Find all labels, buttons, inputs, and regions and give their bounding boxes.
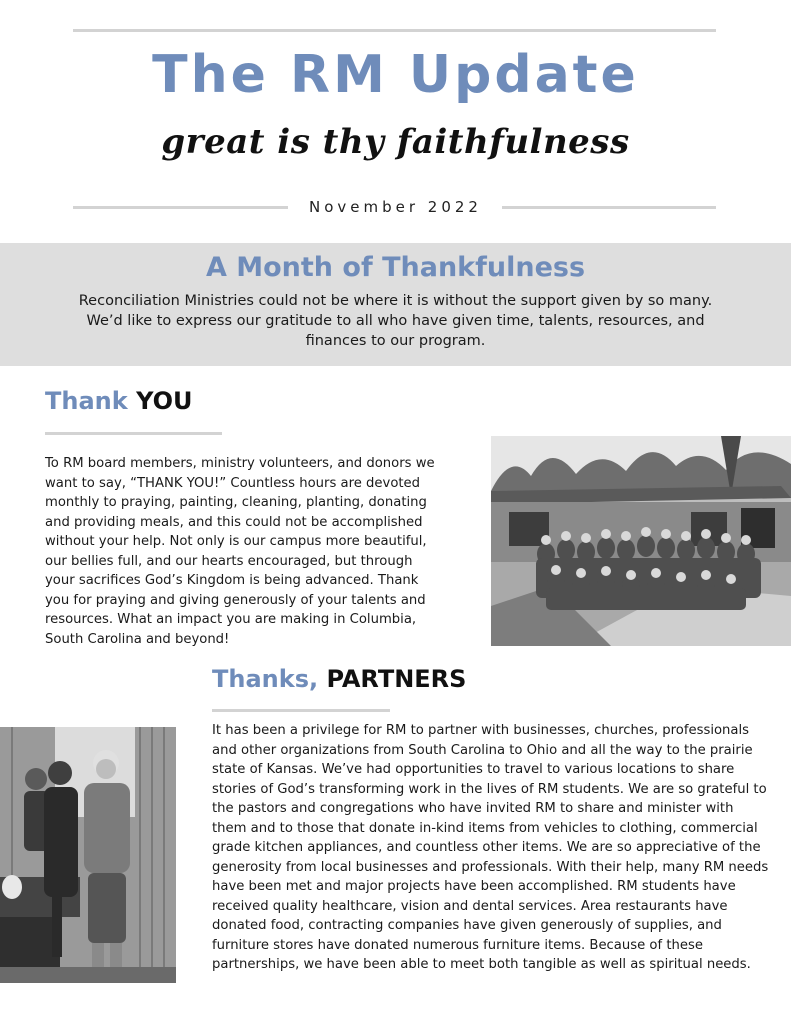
newsletter-tagline: great is thy faithfulness: [161, 122, 630, 162]
thank-you-heading-accent: Thank: [45, 387, 128, 415]
thank-you-text: To RM board members, ministry volunteers, and donors we want to say, “THANK YOU!” Countless hours are devoted monthly to praying, painting, cleaning, planting, donating and providing meals, and this could not be accomplished without your help. Not only is our campus more beautiful, our bellies full, and our hearts encouraged, but through your sacrifices God’s Kingdom is being advanced. Thank you for praying and giving generously of your talents and resources. What an impact you are making in Columbia, South Carolina and beyond!: [45, 456, 435, 647]
newsletter-title: The RM Update: [152, 45, 639, 105]
partners-text: It has been a privilege for RM to partner with businesses, churches, professionals and other organizations from South Carolina to Ohio and all the way to the prairie state of Kansas. We’ve had opportunities to travel to various locations to share stories of God’s transforming work in the lives of RM students. We are so grateful to the pastors and congregations who have invited RM to share and minister with them and to those that donate in-kind items from vehicles to clothing, commercial grade kitchen appliances, and countless other items. We are so appreciative of the generosity from local businesses and professionals. With their help, many RM needs have been met and major projects have been accomplished. RM students have received quality healthcare, vision and dental services. Area restaurants have donated food, contracting companies have given generously of supplies, and furniture stores have donated numerous furniture items. Because of these partnerships, we have been able to meet both tangible as well as spiritual needs.: [212, 723, 769, 972]
kitchen-volunteers-photo: [0, 727, 176, 983]
partners-rule: [212, 709, 390, 712]
thank-you-rule: [45, 432, 222, 435]
top-rule: [73, 29, 716, 32]
intro-heading: A Month of Thankfulness: [205, 252, 586, 283]
partners-heading: [212, 665, 466, 693]
partners-heading-main: PARTNERS: [326, 665, 467, 693]
date-rule-right: [502, 206, 716, 209]
partners-heading-accent: Thanks,: [212, 665, 319, 693]
intro-text: Reconciliation Ministries could not be where it is without the support given by so many. We’d like to express our gratitude to all who have given time, talents, resources, and finances to our program.: [78, 293, 713, 349]
thank-you-heading: [45, 387, 192, 415]
volunteers-group-photo: [491, 436, 791, 646]
thank-you-heading-main: YOU: [136, 387, 193, 415]
issue-date: November 2022: [309, 198, 482, 216]
